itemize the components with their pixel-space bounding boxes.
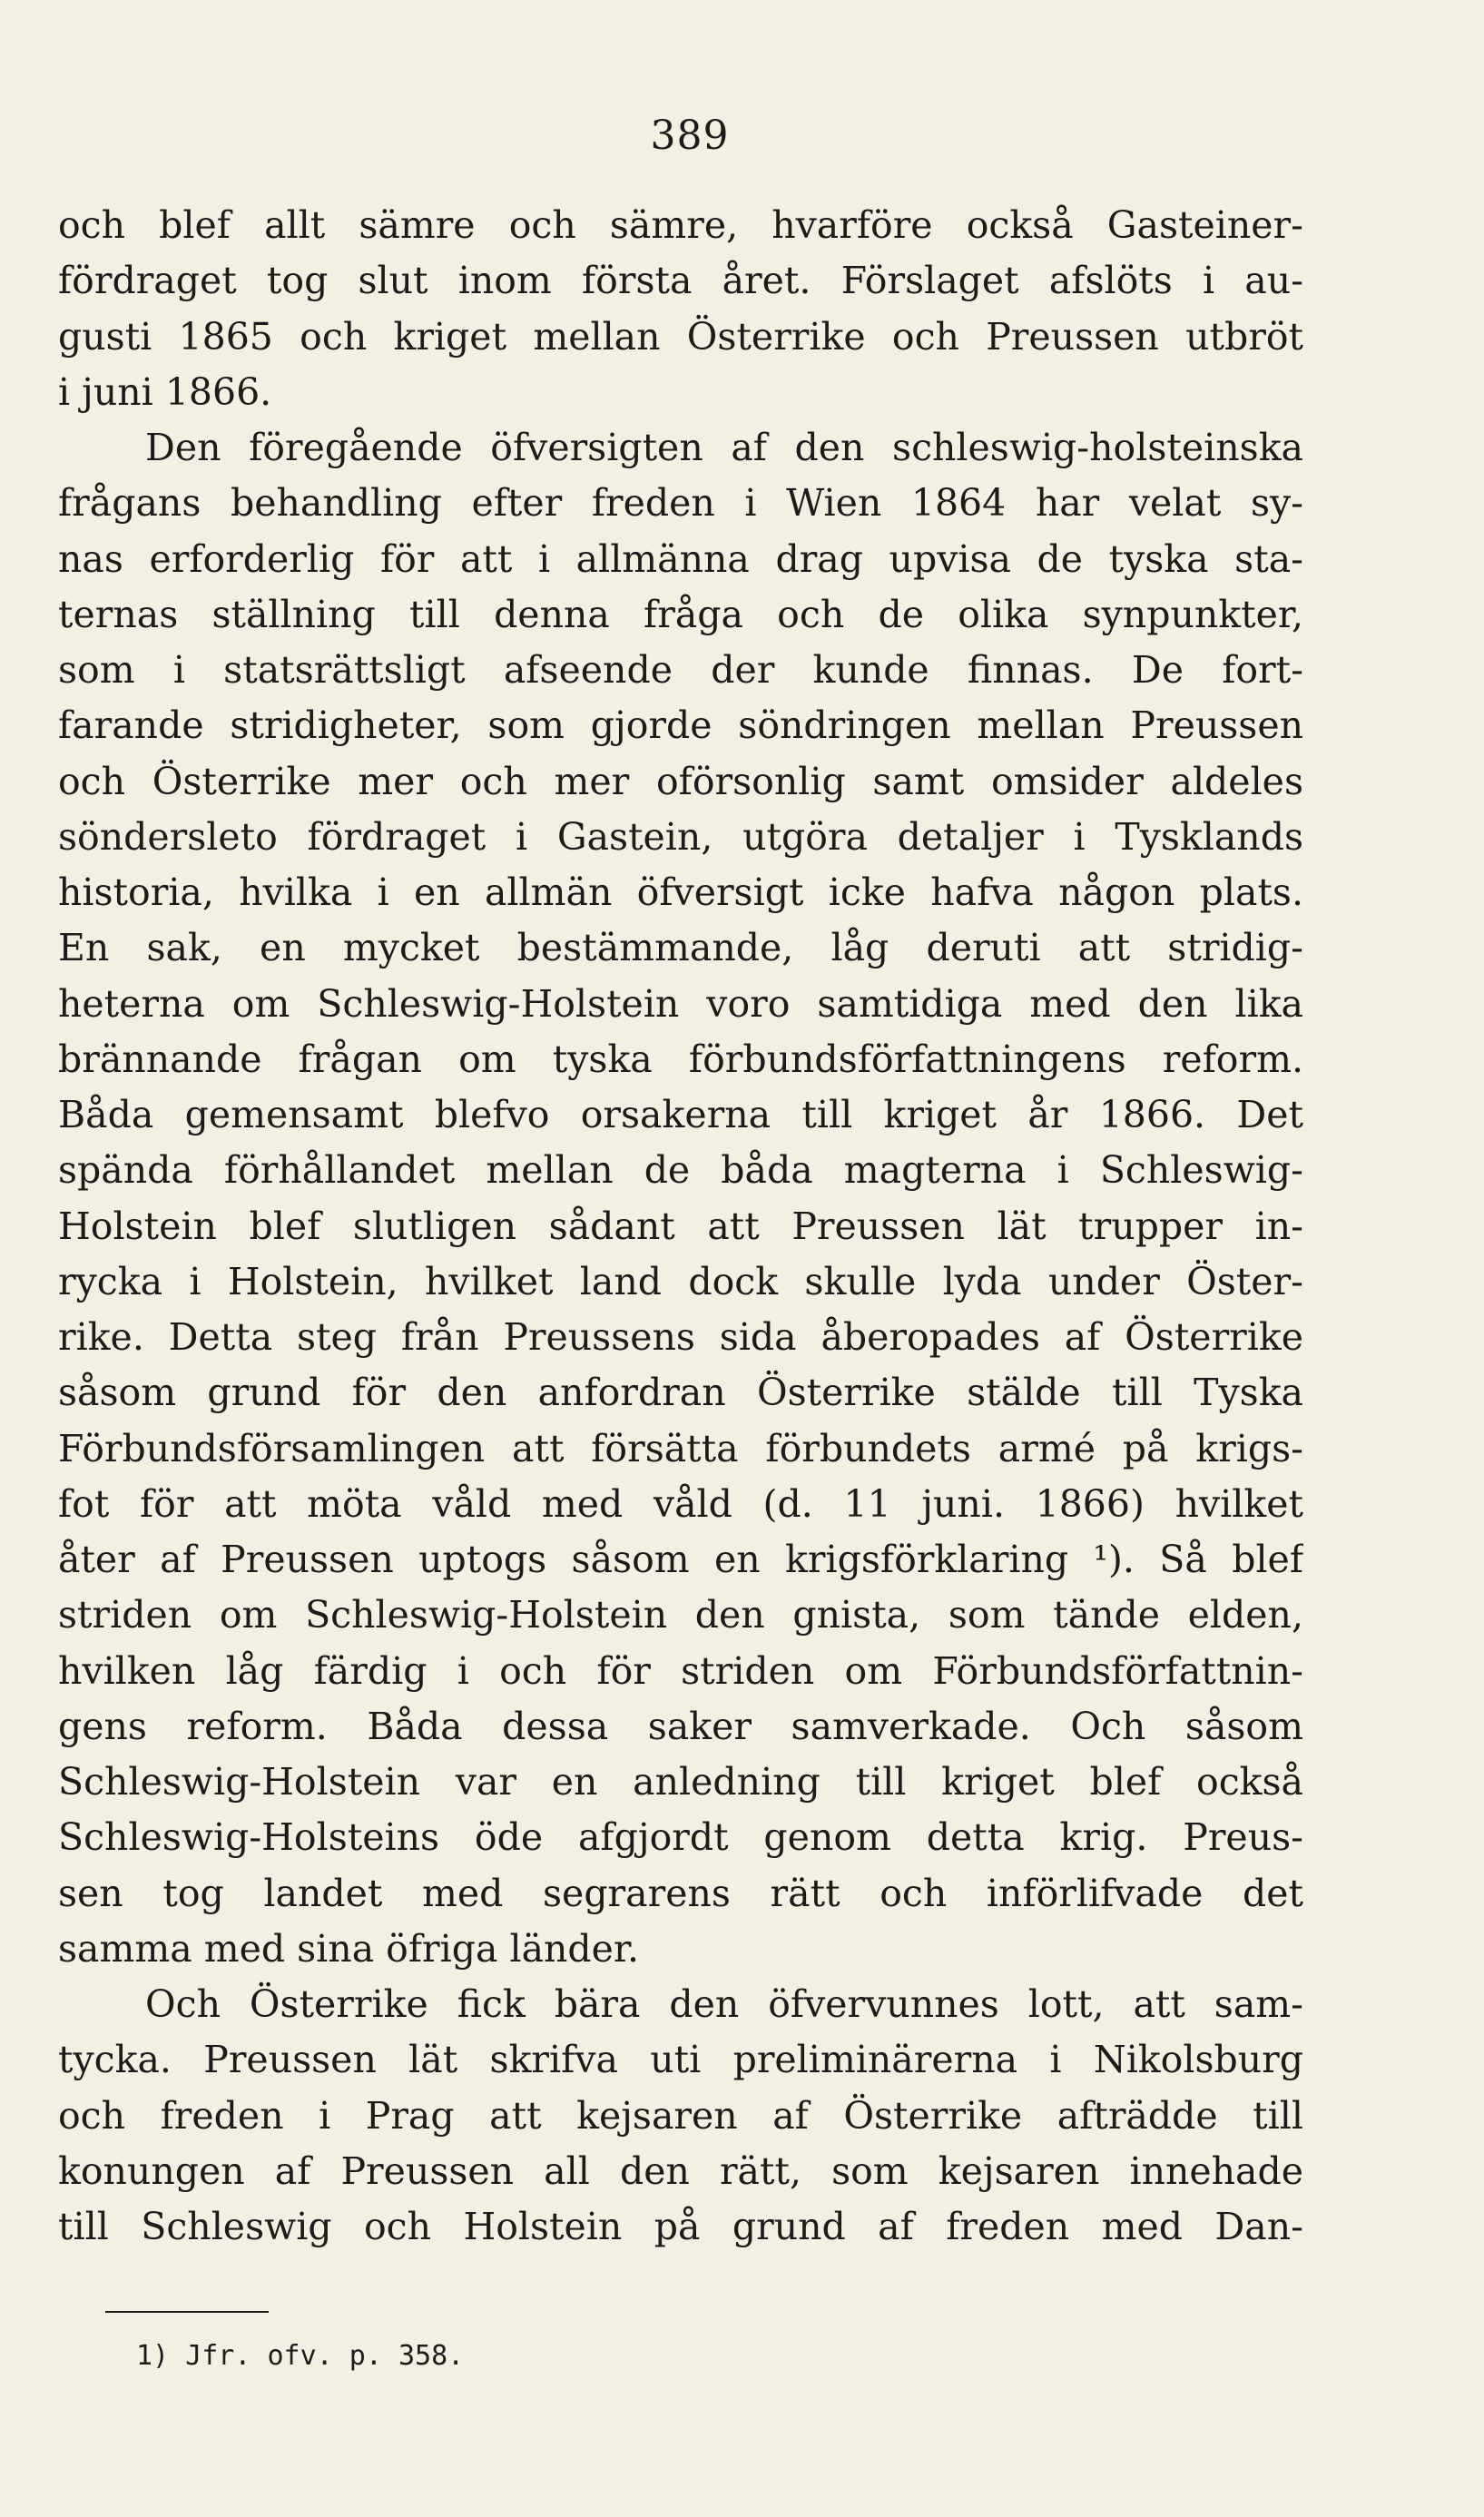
text-line: åter af Preussen uptogs såsom en krigsförklaring ¹). Så blef (58, 1538, 1303, 1581)
text-line: rike. Detta steg från Preussens sida åberopades af Österrike (58, 1315, 1303, 1359)
text-line: spända förhållandet mellan de båda magterna i Schleswig- (58, 1148, 1303, 1193)
text-line: rycka i Holstein, hvilket land dock skulle lyda under Öster- (58, 1259, 1303, 1303)
text-line: Holstein blef slutligen sådant att Preussen lät trupper in- (58, 1204, 1303, 1248)
text-line: och Österrike mer och mer oförsonlig samt omsider aldeles (58, 759, 1303, 803)
text-line: Schleswig-Holsteins öde afgjordt genom detta krig. Preus- (58, 1815, 1303, 1860)
text-line: i juni 1866. (58, 369, 272, 414)
text-line: En sak, en mycket bestämmande, låg deruti att stridig- (58, 926, 1303, 970)
footnote-divider (105, 2311, 269, 2313)
text-line: Förbundsförsamlingen att försätta förbundets armé på krigs- (58, 1426, 1303, 1470)
text-line: Schleswig-Holstein var en anledning till kriget blef också (58, 1760, 1303, 1804)
text-line: fördraget tog slut inom första året. Förslaget afslöts i au- (58, 259, 1303, 303)
text-line: konungen af Preussen all den rätt, som kejsaren innehade (58, 2148, 1303, 2193)
text-line: till Schleswig och Holstein på grund af freden med Dan- (58, 2205, 1303, 2248)
body-text (58, 198, 1303, 2255)
text-line: samma med sina öfriga länder. (58, 1926, 640, 1971)
text-line: historia, hvilka i en allmän öfversigt icke hafva någon plats. (58, 870, 1303, 914)
text-line: tycka. Preussen lät skrifva uti preliminärerna i Nikolsburg (58, 2038, 1303, 2082)
text-line: striden om Schleswig-Holstein den gnista, som tände elden, (58, 1593, 1303, 1637)
text-line: Och Österrike fick bära den öfvervunnes lott, att sam- (145, 1982, 1303, 2026)
page-number: 389 (650, 113, 730, 159)
text-line: fot för att möta våld med våld (d. 11 juni. 1866) hvilket (58, 1481, 1303, 1526)
text-line: hvilken låg färdig i och för striden om Förbundsförfattnin- (58, 1648, 1303, 1693)
footnote: 1) Jfr. ofv. p. 358. (136, 2340, 465, 2372)
text-line: ternas ställning till denna fråga och de olika synpunkter, (58, 592, 1303, 636)
text-line: och blef allt sämre och sämre, hvarföre också Gasteiner- (58, 203, 1303, 247)
text-line: gusti 1865 och kriget mellan Österrike och Preussen utbröt (58, 314, 1303, 359)
text-line: Båda gemensamt blefvo orsakerna till kriget år 1866. Det (58, 1093, 1303, 1136)
text-line: farande stridigheter, som gjorde söndringen mellan Preussen (58, 703, 1303, 748)
text-line: sen tog landet med segrarens rätt och införlifvade det (58, 1871, 1303, 1915)
text-line: brännande frågan om tyska förbundsförfattningens reform. (58, 1037, 1303, 1081)
text-line: såsom grund för den anfordran Österrike stälde till Tyska (58, 1371, 1303, 1415)
text-line: nas erforderlig för att i allmänna drag upvisa de tyska sta- (58, 536, 1303, 581)
text-line: Den föregående öfversigten af den schleswig-holsteinska (145, 426, 1303, 469)
text-line: heterna om Schleswig-Holstein voro samtidiga med den lika (58, 981, 1303, 1026)
text-line: och freden i Prag att kejsaren af Österrike afträdde till (58, 2093, 1303, 2138)
text-line: gens reform. Båda dessa saker samverkade. Och såsom (58, 1704, 1303, 1748)
text-line: söndersleto fördraget i Gastein, utgöra detaljer i Tysklands (58, 814, 1303, 859)
text-line: frågans behandling efter freden i Wien 1864 har velat sy- (58, 481, 1303, 526)
text-line: som i statsrättsligt afseende der kunde finnas. De fort- (58, 648, 1303, 692)
